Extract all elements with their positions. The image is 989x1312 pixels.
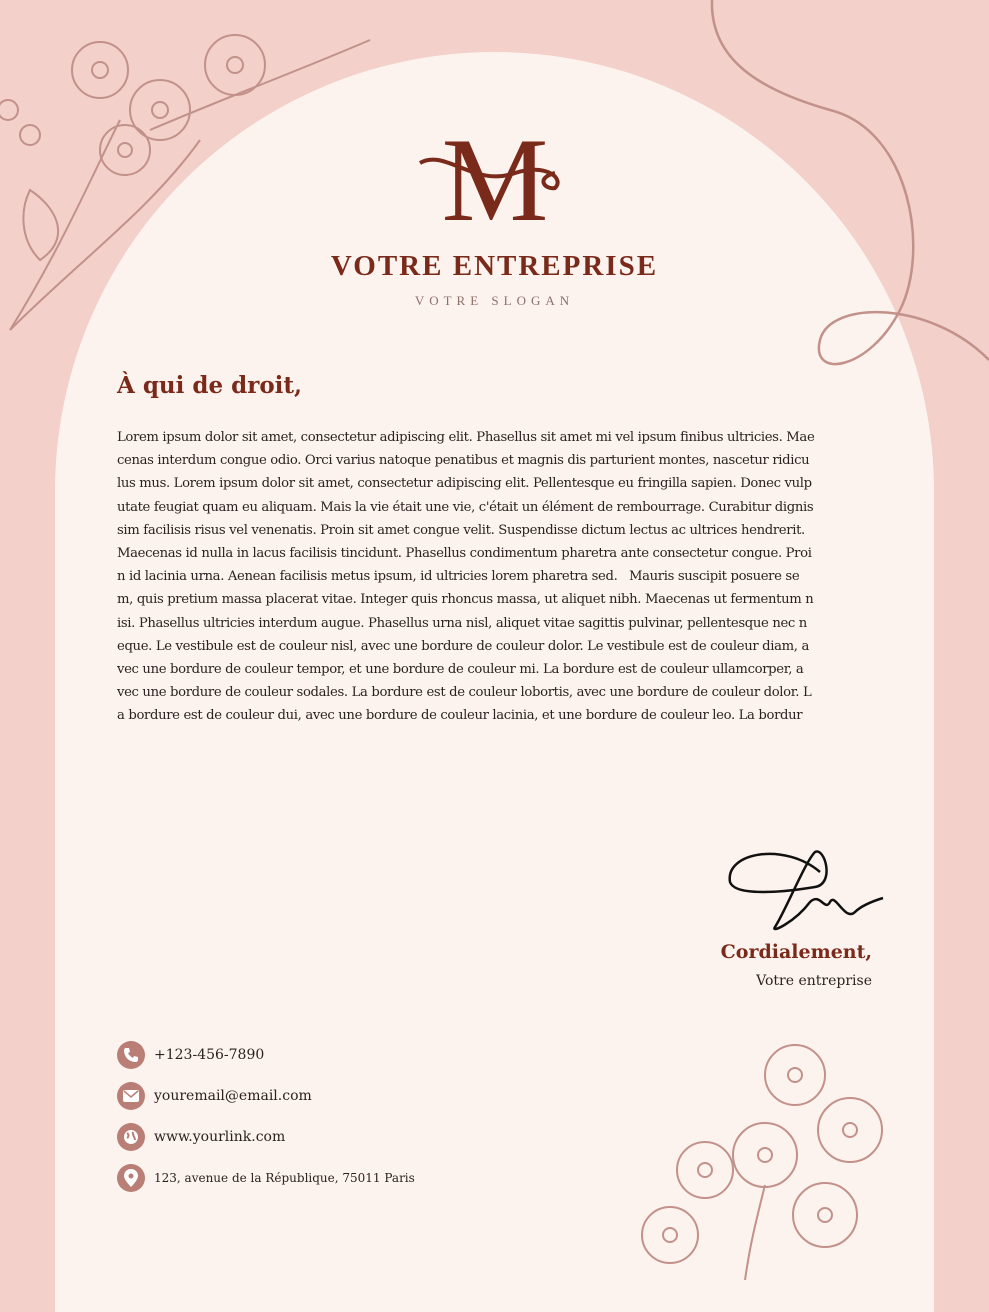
body-line: Lorem ipsum dolor sit amet, consectetur adipiscing elit. Phasellus sit amet mi vel ipsum finibus ultricies. Mae bbox=[117, 430, 815, 445]
location-pin-icon bbox=[117, 1164, 145, 1192]
body-line: m, quis pretium massa placerat vitae. Integer quis rhoncus massa, ut aliquet nibh. Maecenas ut fermentum n bbox=[117, 592, 814, 608]
body-line: utate feugiat quam eu aliquam. Mais la vie était une vie, c'était un élément de rembourrage. Curabitur dignis bbox=[117, 499, 814, 515]
contact-address bbox=[117, 1164, 415, 1192]
website-link[interactable]: www.yourlink.com bbox=[154, 1129, 286, 1145]
signature bbox=[725, 842, 885, 934]
logo-monogram bbox=[0, 118, 989, 232]
body-line: isi. Phasellus ultricies interdum augue. Phasellus urna nisl, aliquet vitae sagittis pulvinar, pellentesque nec n bbox=[117, 615, 807, 631]
phone-number[interactable]: +123-456-7890 bbox=[154, 1047, 265, 1063]
floral-illustration-bottom-right bbox=[625, 1035, 905, 1280]
body-line: lus mus. Lorem ipsum dolor sit amet, consectetur adipiscing elit. Pellentesque eu fringilla sapien. Donec vulp bbox=[117, 476, 812, 492]
closing-company: Votre entreprise bbox=[756, 973, 872, 989]
email-icon bbox=[117, 1082, 145, 1110]
body-line: Maecenas id nulla in lacus facilisis tincidunt. Phasellus condimentum pharetra ante consectetur congue. Proi bbox=[117, 546, 812, 562]
contact-phone bbox=[117, 1041, 264, 1069]
letter-body bbox=[117, 426, 887, 728]
body-line: n id lacinia urna. Aenean facilisis metus ipsum, id ultricies lorem pharetra sed. Mauris suscipit posuere se bbox=[117, 569, 800, 585]
address-text: 123, avenue de la République, 75011 Paris bbox=[154, 1171, 415, 1185]
closing-text: Cordialement, bbox=[720, 941, 872, 963]
phone-icon bbox=[117, 1041, 145, 1069]
body-line: a bordure est de couleur dui, avec une bordure de couleur lacinia, et une bordure de couleur leo. La bordur bbox=[117, 708, 803, 724]
contact-website bbox=[117, 1123, 285, 1151]
body-line: vec une bordure de couleur sodales. La bordure est de couleur lobortis, avec une bordure de couleur dolor. L bbox=[117, 685, 812, 701]
body-line: eque. Le vestibule est de couleur nisl, avec une bordure de couleur dolor. Le vestibule est de couleur diam, a bbox=[117, 638, 809, 654]
company-name: VOTRE ENTREPRISE bbox=[330, 250, 659, 282]
company-slogan: VOTRE SLOGAN bbox=[414, 293, 575, 308]
body-line: cenas interdum congue odio. Orci varius natoque penatibus et magnis dis parturient montes, nascetur ridicu bbox=[117, 453, 810, 469]
globe-icon bbox=[117, 1123, 145, 1151]
contact-email bbox=[117, 1082, 312, 1110]
body-line: vec une bordure de couleur tempor, et une bordure de couleur mi. La bordure est de couleur ullamcorper, a bbox=[117, 662, 804, 678]
body-line: sim facilisis risus vel venenatis. Proin sit amet congue velit. Suspendisse dictum lectus ac ultrices hendrerit. bbox=[117, 522, 805, 538]
svg-text:M: M bbox=[441, 118, 548, 228]
email-address[interactable]: youremail@email.com bbox=[154, 1088, 312, 1104]
letter-greeting: À qui de droit, bbox=[117, 372, 303, 399]
